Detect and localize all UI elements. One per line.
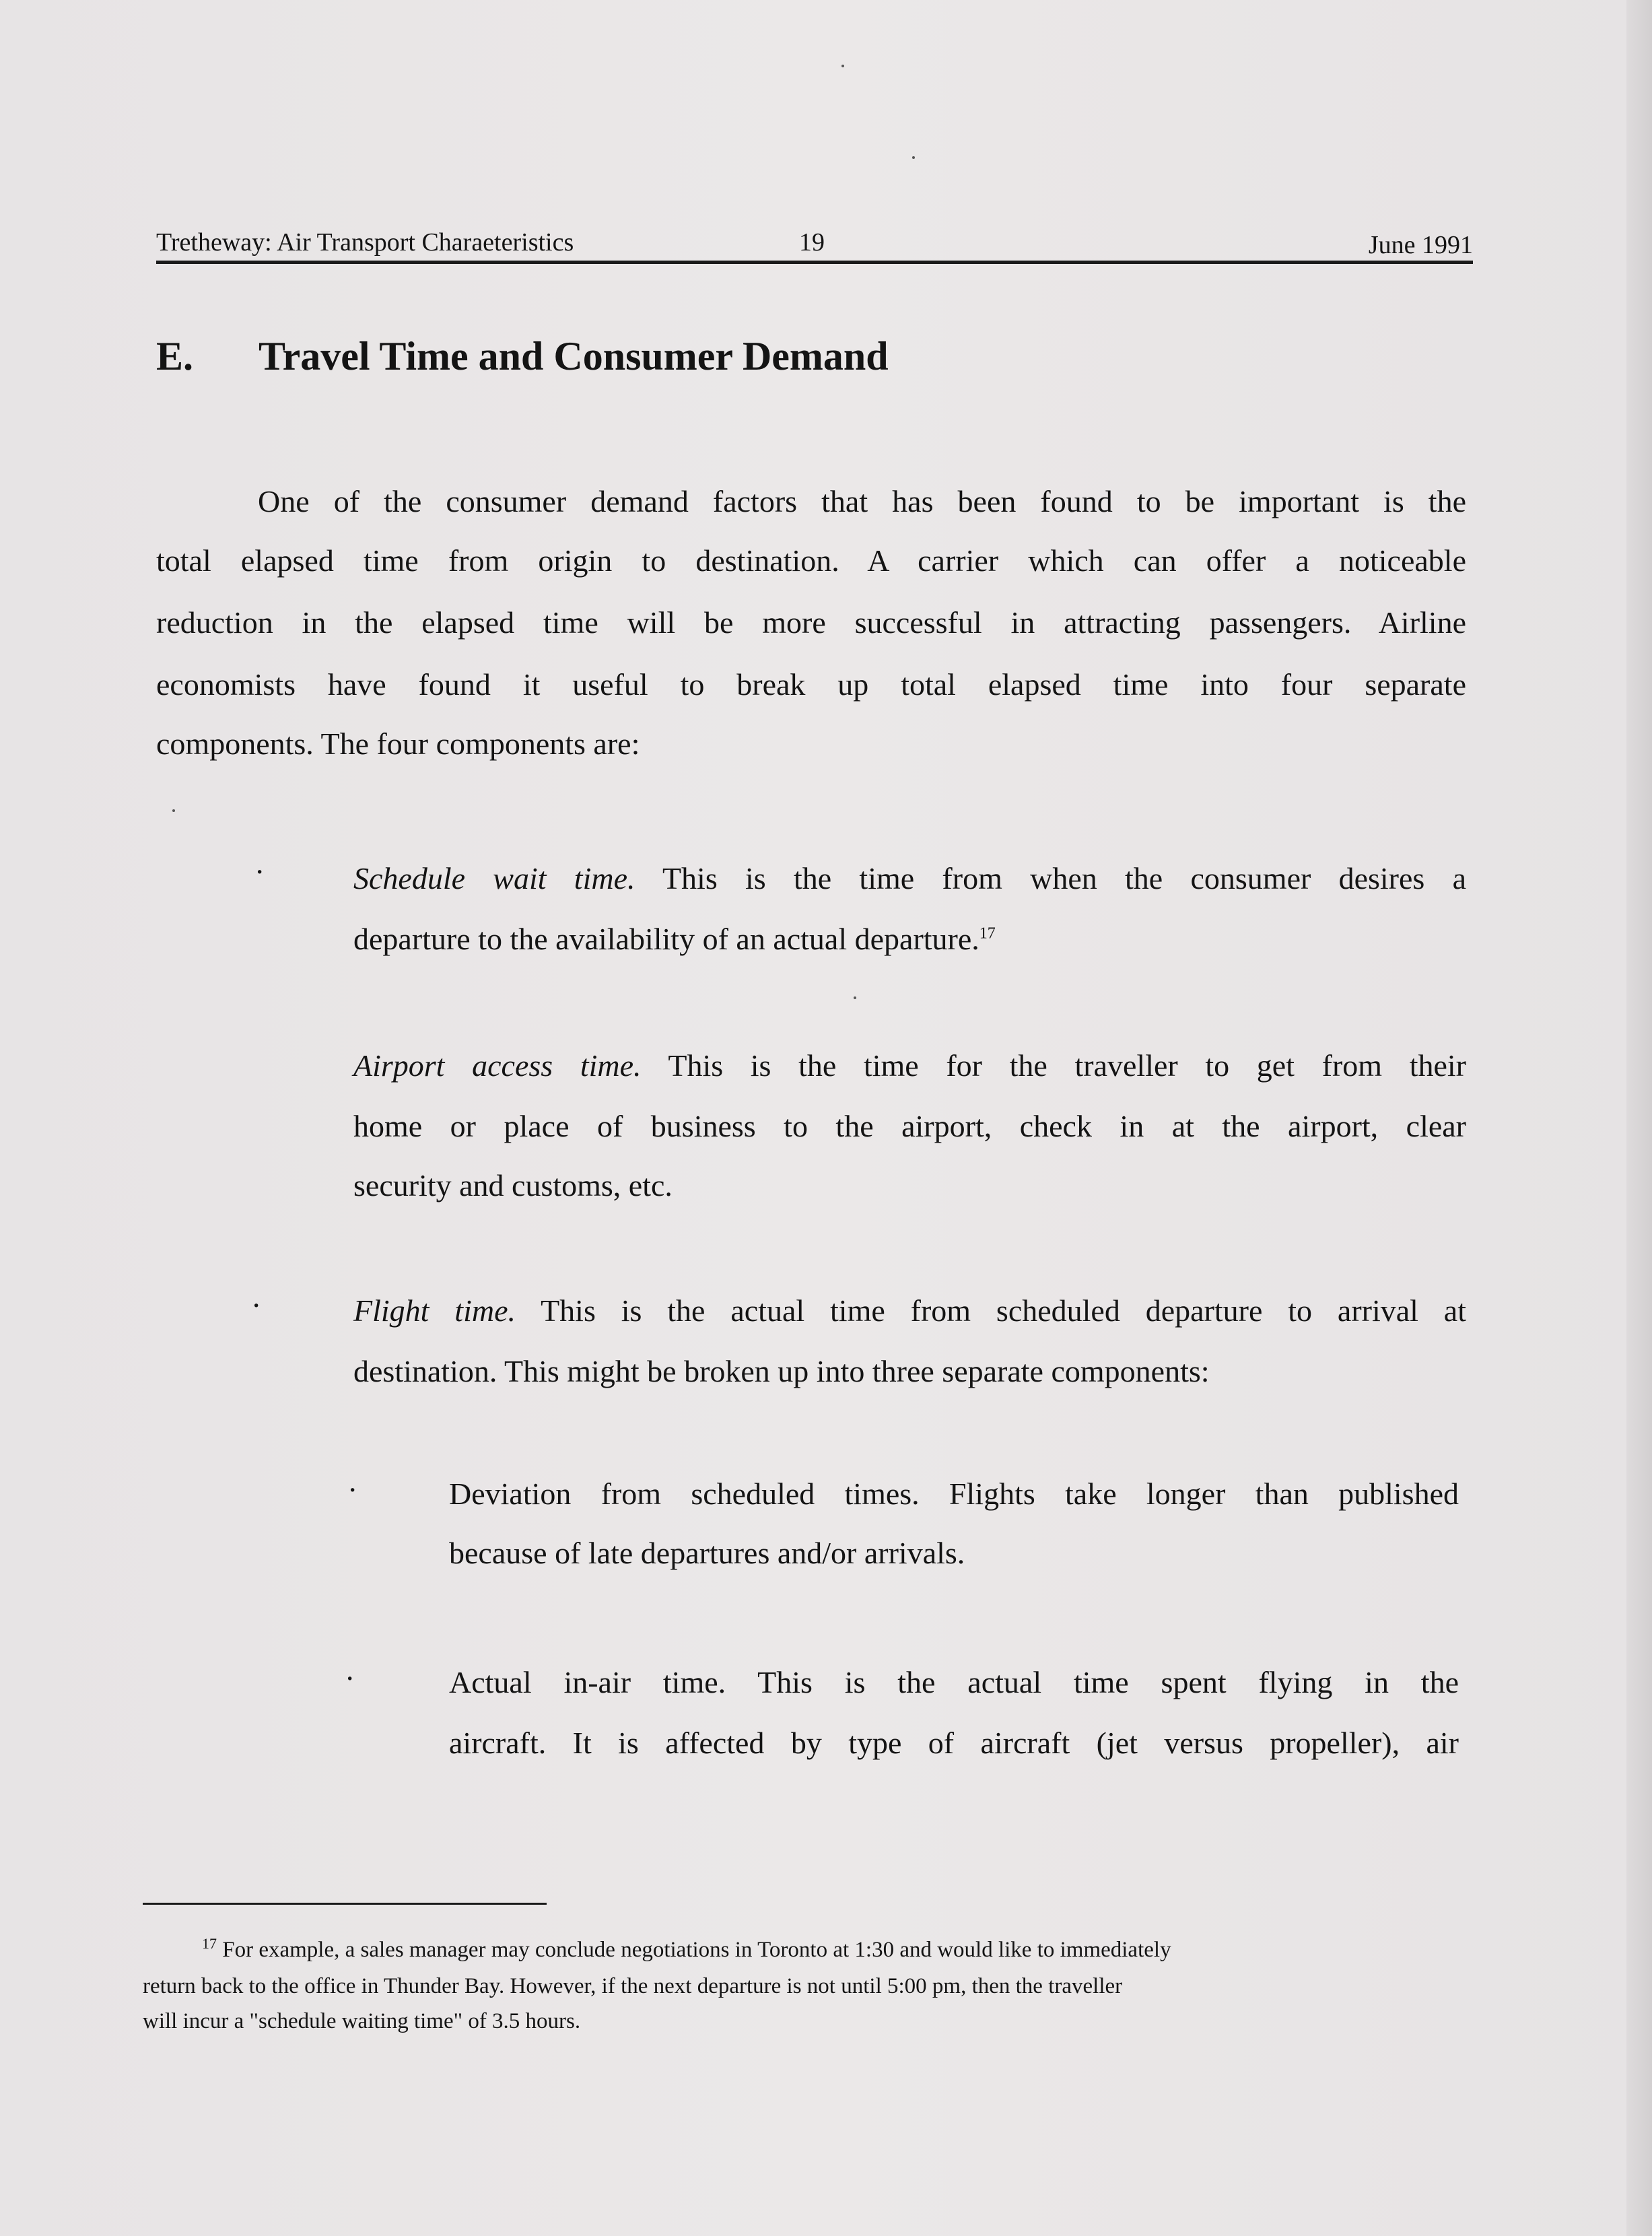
header-date: June 1991 — [1368, 231, 1473, 259]
footnote-number: 17 — [202, 1935, 217, 1952]
list-item-airport-access-line — [353, 1048, 1466, 1083]
list-bullet: · — [251, 1288, 262, 1322]
list-item-airport-access-line: home or place of business to the airport, check in at the airport, clear — [353, 1109, 1466, 1143]
intro-line: One of the consumer demand factors that has been found to be important is the — [258, 484, 1466, 518]
intro-line: reduction in the elapsed time will be more successful in attracting passengers. Airline — [156, 605, 1466, 640]
list-item-schedule-wait-line — [353, 921, 996, 957]
scan-speck — [912, 156, 915, 159]
list-bullet: · — [254, 854, 265, 889]
scan-speck — [172, 809, 175, 812]
footnote-line — [202, 1935, 1171, 1963]
intro-line: components. The four components are: — [156, 726, 640, 761]
sub-item-in-air-line: Actual in-air time. This is the actual time spent flying in the — [449, 1665, 1459, 1699]
footnote-reference: 17 — [979, 924, 996, 943]
list-item-text: This is the time from when the consumer desires a — [662, 861, 1466, 895]
sub-list-bullet: · — [345, 1661, 355, 1695]
intro-line: economists have found it useful to break up total elapsed time into four separate — [156, 667, 1466, 702]
scan-speck — [841, 65, 844, 67]
footnote-rule — [143, 1903, 547, 1905]
sub-item-in-air-line: aircraft. It is affected by type of aircraft (jet versus propeller), air — [449, 1726, 1459, 1760]
list-item-text: This is the time for the traveller to get from their — [668, 1048, 1467, 1083]
list-item-airport-access-line: security and customs, etc. — [353, 1168, 673, 1202]
list-item-schedule-wait-line — [353, 860, 1466, 896]
header-page-number: 19 — [799, 228, 825, 257]
term-schedule-wait-time: Schedule wait time. — [353, 861, 635, 895]
term-flight-time: Flight time. — [353, 1293, 516, 1328]
sub-list-bullet: · — [347, 1472, 358, 1507]
intro-line: total elapsed time from origin to destination. A carrier which can offer a noticeable — [156, 543, 1466, 578]
sub-item-deviation-line: Deviation from scheduled times. Flights take longer than published — [449, 1477, 1459, 1511]
list-item-text: departure to the availability of an actual departure. — [353, 922, 979, 956]
footnote-text: For example, a sales manager may conclude negotiations in Toronto at 1:30 and would like to immediately — [222, 1938, 1171, 1962]
footnote-line: return back to the office in Thunder Bay. However, if the next departure is not until 5:00 pm, then the traveller — [143, 1974, 1123, 1998]
list-item-flight-time-line — [353, 1293, 1466, 1328]
section-letter: E. — [156, 334, 194, 378]
section-heading — [156, 333, 889, 380]
list-item-text: This is the actual time from scheduled departure to arrival at — [541, 1293, 1467, 1328]
running-header — [156, 228, 1473, 263]
footnote-line: will incur a "schedule waiting time" of 3.5 hours. — [143, 2009, 581, 2033]
scan-speck — [854, 996, 856, 999]
list-item-flight-time-line: destination. This might be broken up into three separate components: — [353, 1354, 1210, 1388]
header-author-title: Tretheway: Air Transport Charaeteristics — [156, 228, 574, 257]
page-edge-shadow — [1626, 0, 1652, 2236]
term-airport-access-time: Airport access time. — [353, 1048, 642, 1083]
header-rule — [156, 261, 1473, 264]
sub-item-deviation-line: because of late departures and/or arrivals. — [449, 1536, 965, 1570]
section-title: Travel Time and Consumer Demand — [259, 334, 889, 378]
